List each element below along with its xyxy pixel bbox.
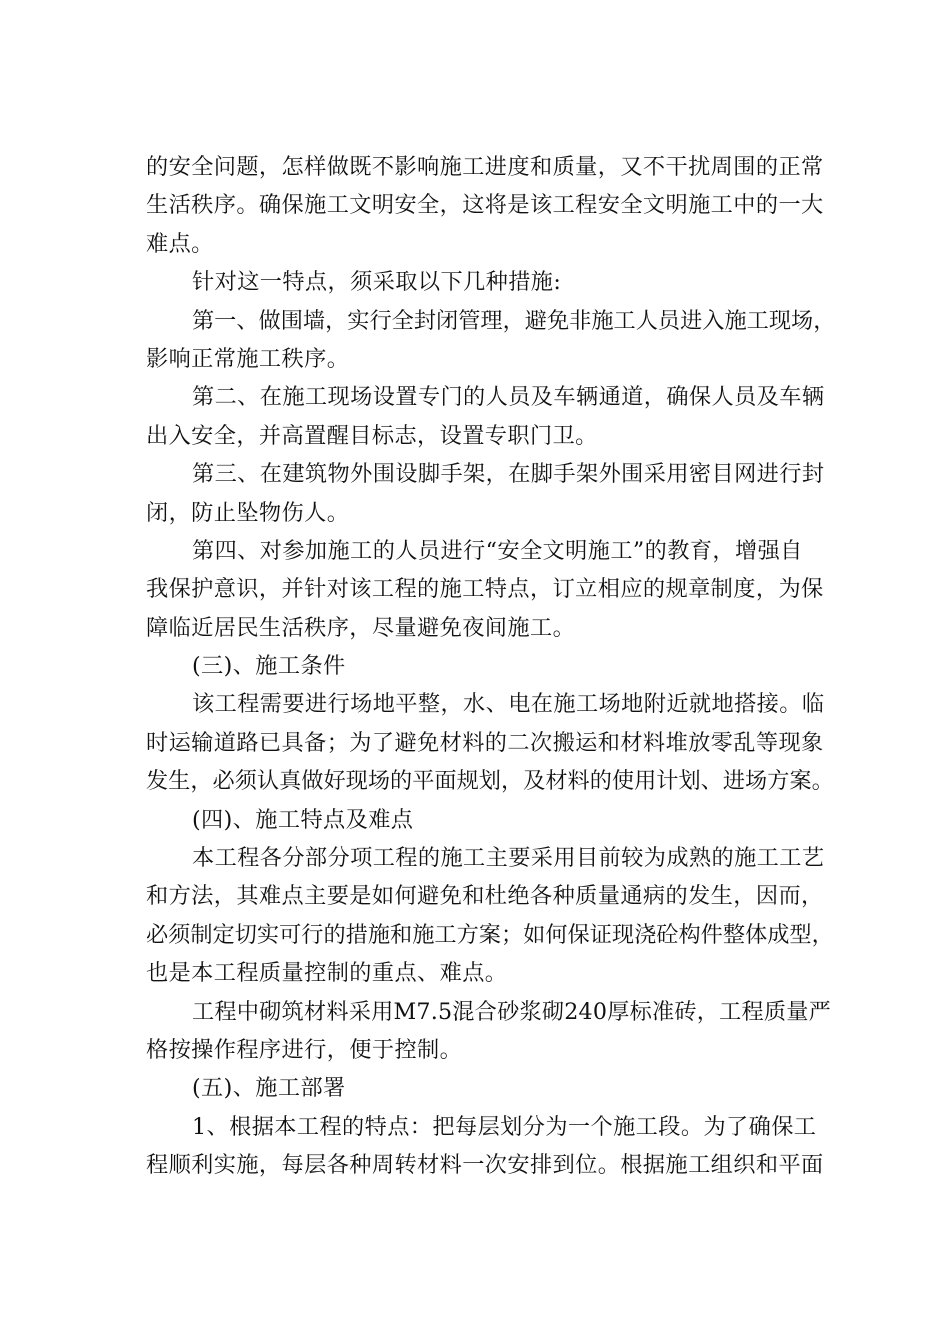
text-line: 工程中砌筑材料采用M7.5混合砂浆砌240厚标准砖，工程质量严 bbox=[192, 998, 832, 1025]
text-line: 第二、在施工现场设置专门的人员及车辆通道，确保人员及车辆 bbox=[192, 384, 825, 411]
text-line: 格按操作程序进行，便于控制。 bbox=[146, 1036, 463, 1063]
text-line: 第三、在建筑物外围设脚手架，在脚手架外围采用密目网进行封 bbox=[192, 461, 825, 488]
text-line: 难点。 bbox=[146, 230, 214, 257]
text-line: 出入安全，并高置醒目标志，设置专职门卫。 bbox=[146, 422, 598, 449]
text-line: 该工程需要进行场地平整，水、电在施工场地附近就地搭接。临 bbox=[192, 691, 825, 718]
text-line: 第四、对参加施工的人员进行“安全文明施工”的教育，增强自 bbox=[192, 537, 803, 564]
text-line: 闭，防止坠物伤人。 bbox=[146, 499, 350, 526]
text-line: 我保护意识，并针对该工程的施工特点，订立相应的规章制度，为保 bbox=[146, 576, 824, 603]
text-line: 程顺利实施，每层各种周转材料一次安排到位。根据施工组织和平面 bbox=[146, 1152, 824, 1179]
text-line: 影响正常施工秩序。 bbox=[146, 345, 350, 372]
body-text bbox=[146, 148, 836, 1185]
text-line: 也是本工程质量控制的重点、难点。 bbox=[146, 960, 508, 987]
text-line: (四)、施工特点及难点 bbox=[192, 806, 414, 833]
text-line: 针对这一特点，须采取以下几种措施: bbox=[192, 269, 562, 296]
text-line: 时运输道路已具备；为了避免材料的二次搬运和材料堆放零乱等现象 bbox=[146, 729, 824, 756]
text-line: 本工程各分部分项工程的施工主要采用目前较为成熟的施工工艺 bbox=[192, 845, 825, 872]
text-line: 和方法，其难点主要是如何避免和杜绝各种质量通病的发生，因而， bbox=[146, 883, 824, 910]
text-line: 必须制定切实可行的措施和施工方案；如何保证现浇砼构件整体成型， bbox=[146, 921, 834, 948]
text-line: 1、根据本工程的特点：把每层划分为一个施工段。为了确保工 bbox=[192, 1113, 817, 1140]
text-line: 障临近居民生活秩序，尽量避免夜间施工。 bbox=[146, 614, 576, 641]
text-line: 发生，必须认真做好现场的平面规划，及材料的使用计划、进场方案。 bbox=[146, 768, 834, 795]
text-line: 第一、做围墙，实行全封闭管理，避免非施工人员进入施工现场， bbox=[192, 307, 836, 334]
text-line: 生活秩序。确保施工文明安全，这将是该工程安全文明施工中的一大 bbox=[146, 192, 824, 219]
text-line: (三)、施工条件 bbox=[192, 653, 346, 680]
text-line: 的安全问题，怎样做既不影响施工进度和质量，又不干扰周围的正常 bbox=[146, 154, 824, 180]
text-line: (五)、施工部署 bbox=[192, 1075, 346, 1102]
